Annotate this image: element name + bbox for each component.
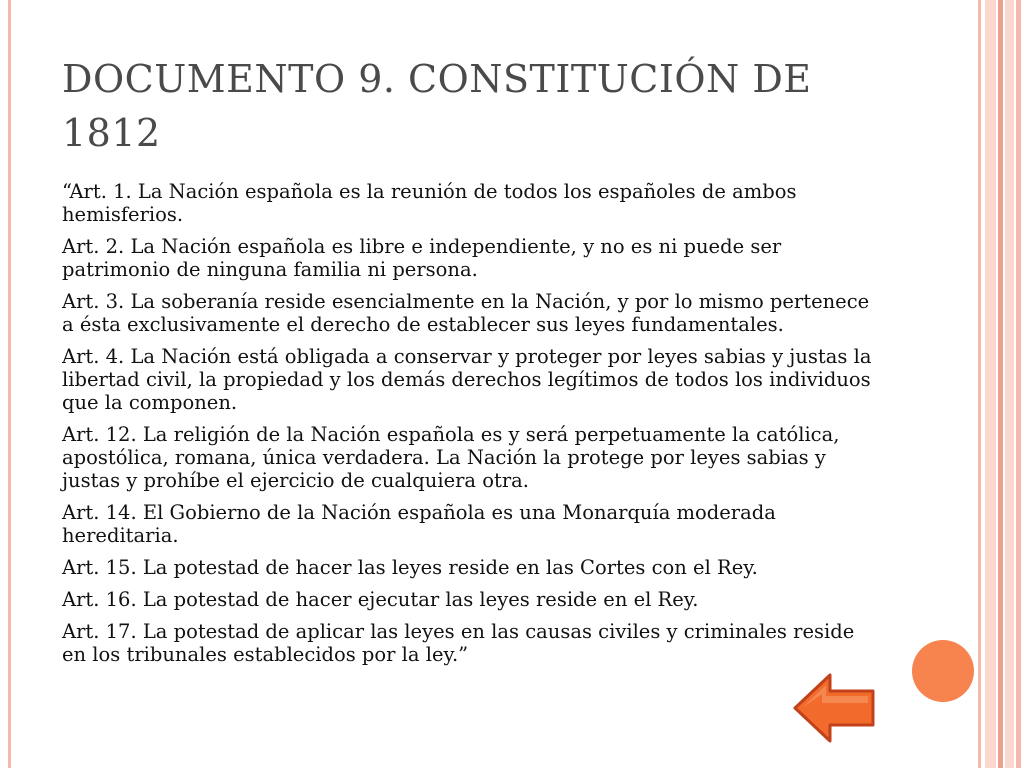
- circle-icon: [912, 640, 974, 702]
- stripe-5: [1016, 0, 1021, 768]
- article-paragraph: Art. 2. La Nación española es libre e independiente, y no es ni puede ser patrimonio de ninguna familia ni persona.: [62, 235, 782, 281]
- left-border-line: [8, 0, 11, 768]
- article-paragraph: Art. 15. La potestad de hacer las leyes reside en las Cortes con el Rey.: [62, 556, 758, 579]
- page-title: DOCUMENTO 9. CONSTITUCIÓN DE 1812: [62, 57, 812, 155]
- stripe-4: [1005, 0, 1014, 768]
- article-paragraph: Art. 14. El Gobierno de la Nación española es una Monarquía moderada hereditaria.: [62, 501, 776, 547]
- stripe-1: [978, 0, 981, 768]
- back-arrow-button[interactable]: [792, 672, 876, 744]
- left-arrow-icon: [792, 672, 876, 744]
- article-paragraph: Art. 3. La soberanía reside esencialmente en la Nación, y por lo mismo pertenece a ésta exclusivamente el derecho de establecer sus leyes fundamentales.: [62, 290, 870, 336]
- article-paragraph: “Art. 1. La Nación española es la reunión de todos los españoles de ambos hemisferios.: [62, 180, 797, 226]
- article-paragraph: Art. 12. La religión de la Nación española es y será perpetuamente la católica, apostólica, romana, única verdadera. La Nación la protege por leyes sabias y justas y prohíbe el ejercicio de cualquiera otra.: [62, 423, 840, 492]
- right-decorative-stripes: [978, 0, 1024, 768]
- article-paragraph: Art. 17. La potestad de aplicar las leyes en las causas civiles y criminales reside en los tribunales establecidos por la ley.”: [62, 620, 855, 666]
- stripe-3: [998, 0, 1003, 768]
- article-paragraph: Art. 4. La Nación está obligada a conservar y proteger por leyes sabias y justas la libertad civil, la propiedad y los demás derechos legítimos de todos los individuos que la componen.: [62, 345, 872, 414]
- stripe-2: [985, 0, 996, 768]
- article-paragraph: Art. 16. La potestad de hacer ejecutar las leyes reside en el Rey.: [62, 588, 699, 611]
- articles-list: [62, 180, 882, 675]
